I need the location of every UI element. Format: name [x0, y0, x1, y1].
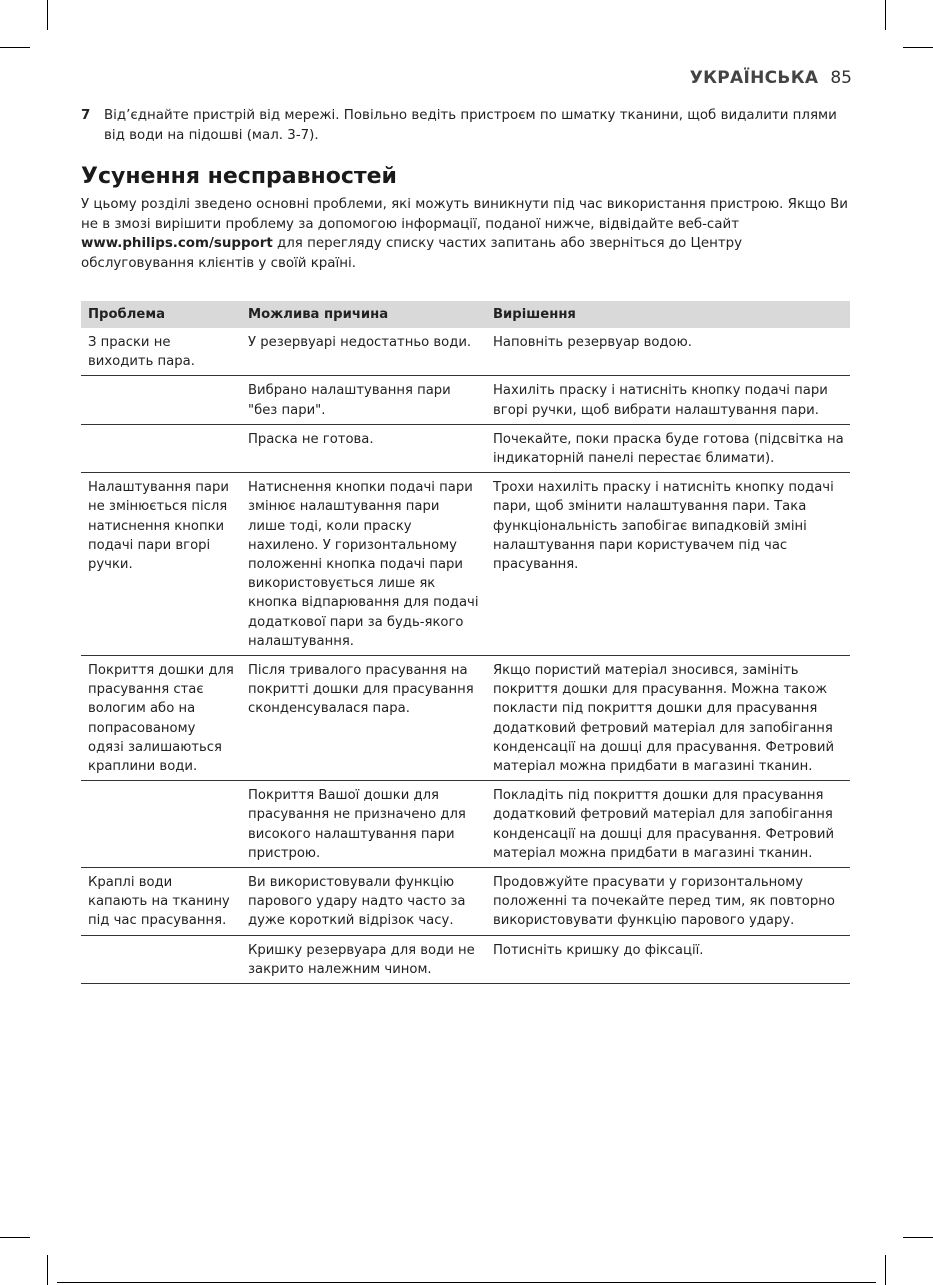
- table-row: [81, 656, 850, 781]
- cause-cell: Ви використовували функцію парового удару надто часто за дуже короткий відрізок часу.: [241, 868, 486, 936]
- table-row: [81, 868, 850, 936]
- page-number: 85: [830, 68, 852, 88]
- cause-cell: Вибрано налаштування пари "без пари".: [241, 376, 486, 424]
- crop-mark: [885, 0, 886, 30]
- cause-cell: Покриття Вашої дошки для прасування не призначено для високого налаштування пари пристрою.: [241, 781, 486, 868]
- page-header: [690, 68, 852, 88]
- table-row: [81, 473, 850, 656]
- intro-text-part1: У цьому розділі зведено основні проблеми, які можуть виникнути під час використання пристрою. Якщо Ви не в змозі вирішити проблему за допомогою інформації, поданої нижче, відвідайте веб-сайт: [81, 197, 848, 232]
- cause-cell: Після тривалого прасування на покритті дошки для прасування сконденсувалася пара.: [241, 656, 486, 781]
- intro-text-part2: для перегляду списку частих запитань або зверніться до Центру обслуговування клієнтів у своїй країні.: [81, 236, 743, 271]
- cause-cell: Натиснення кнопки подачі пари змінює налаштування пари лише тоді, коли праску нахилено. У горизонтальному положенні кнопка подачі пари використовується лише як кнопка відпарювання для подачі додаткової пари за будь-якого налаштування.: [241, 473, 486, 656]
- column-header-solution: Вирішення: [486, 301, 850, 328]
- step-text: Від’єднайте пристрій від мережі. Повільно ведіть пристроєм по шматку тканини, щоб видалити плями від води на підошві (мал. 3-7).: [104, 108, 837, 143]
- column-header-problem: Проблема: [81, 301, 241, 328]
- solution-cell: Покладіть під покриття дошки для прасування додатковий фетровий матеріал для запобігання конденсації на дошці для прасування. Фетровий матеріал можна придбати в магазині тканин.: [486, 781, 850, 868]
- solution-cell: Продовжуйте прасувати у горизонтальному положенні та почекайте перед тим, як повторно використовувати функцію парового удару.: [486, 868, 850, 936]
- language-label: УКРАЇНСЬКА: [689, 68, 819, 88]
- section-title: Усунення несправностей: [81, 164, 397, 189]
- bottom-rule: [57, 1282, 876, 1283]
- crop-mark: [47, 1255, 48, 1285]
- table-row: [81, 328, 850, 376]
- cause-cell: Праска не готова.: [241, 424, 486, 472]
- solution-cell: Трохи нахиліть праску і натисніть кнопку подачі пари, щоб змінити налаштування пари. Така функціональність запобігає випадковій зміні налаштування пари користувачем під час прасування.: [486, 473, 850, 656]
- crop-mark: [0, 47, 30, 48]
- cause-cell: Кришку резервуара для води не закрито належним чином.: [241, 935, 486, 983]
- step-number: 7: [81, 108, 91, 123]
- problem-cell: Налаштування пари не змінюється після натиснення кнопки подачі пари вгорі ручки.: [81, 473, 241, 656]
- table-header-row: [81, 301, 850, 328]
- solution-cell: Нахиліть праску і натисніть кнопку подачі пари вгорі ручки, щоб вибрати налаштування пари.: [486, 376, 850, 424]
- column-header-cause: Можлива причина: [241, 301, 486, 328]
- section-intro: [81, 195, 851, 273]
- support-link[interactable]: www.philips.com/support: [81, 236, 273, 251]
- problem-cell: Краплі води капають на тканину під час прасування.: [81, 868, 241, 936]
- solution-cell: Почекайте, поки праска буде готова (підсвітка на індикаторній панелі перестає блимати).: [486, 424, 850, 472]
- problem-cell: [81, 424, 241, 472]
- solution-cell: Потисніть кришку до фіксації.: [486, 935, 850, 983]
- crop-mark: [903, 1237, 933, 1238]
- crop-mark: [885, 1255, 886, 1285]
- problem-cell: [81, 781, 241, 868]
- solution-cell: Якщо пористий матеріал зносився, замініть покриття дошки для прасування. Можна також покласти під покриття дошки для прасування додатковий фетровий матеріал для запобігання конденсації на дошці для прасування. Фетровий матеріал можна придбати в магазині тканин.: [486, 656, 850, 781]
- table-row: [81, 935, 850, 983]
- problem-cell: З праски не виходить пара.: [81, 328, 241, 376]
- solution-cell: Наповніть резервуар водою.: [486, 328, 850, 376]
- table-row: [81, 424, 850, 472]
- problem-cell: [81, 935, 241, 983]
- crop-mark: [903, 47, 933, 48]
- crop-mark: [47, 0, 48, 30]
- troubleshooting-table: [81, 301, 850, 984]
- table-row: [81, 781, 850, 868]
- cause-cell: У резервуарі недостатньо води.: [241, 328, 486, 376]
- problem-cell: [81, 376, 241, 424]
- step-item: [81, 106, 841, 146]
- crop-mark: [0, 1237, 30, 1238]
- problem-cell: Покриття дошки для прасування стає вологим або на попрасованому одязі залишаються краплини води.: [81, 656, 241, 781]
- table-row: [81, 376, 850, 424]
